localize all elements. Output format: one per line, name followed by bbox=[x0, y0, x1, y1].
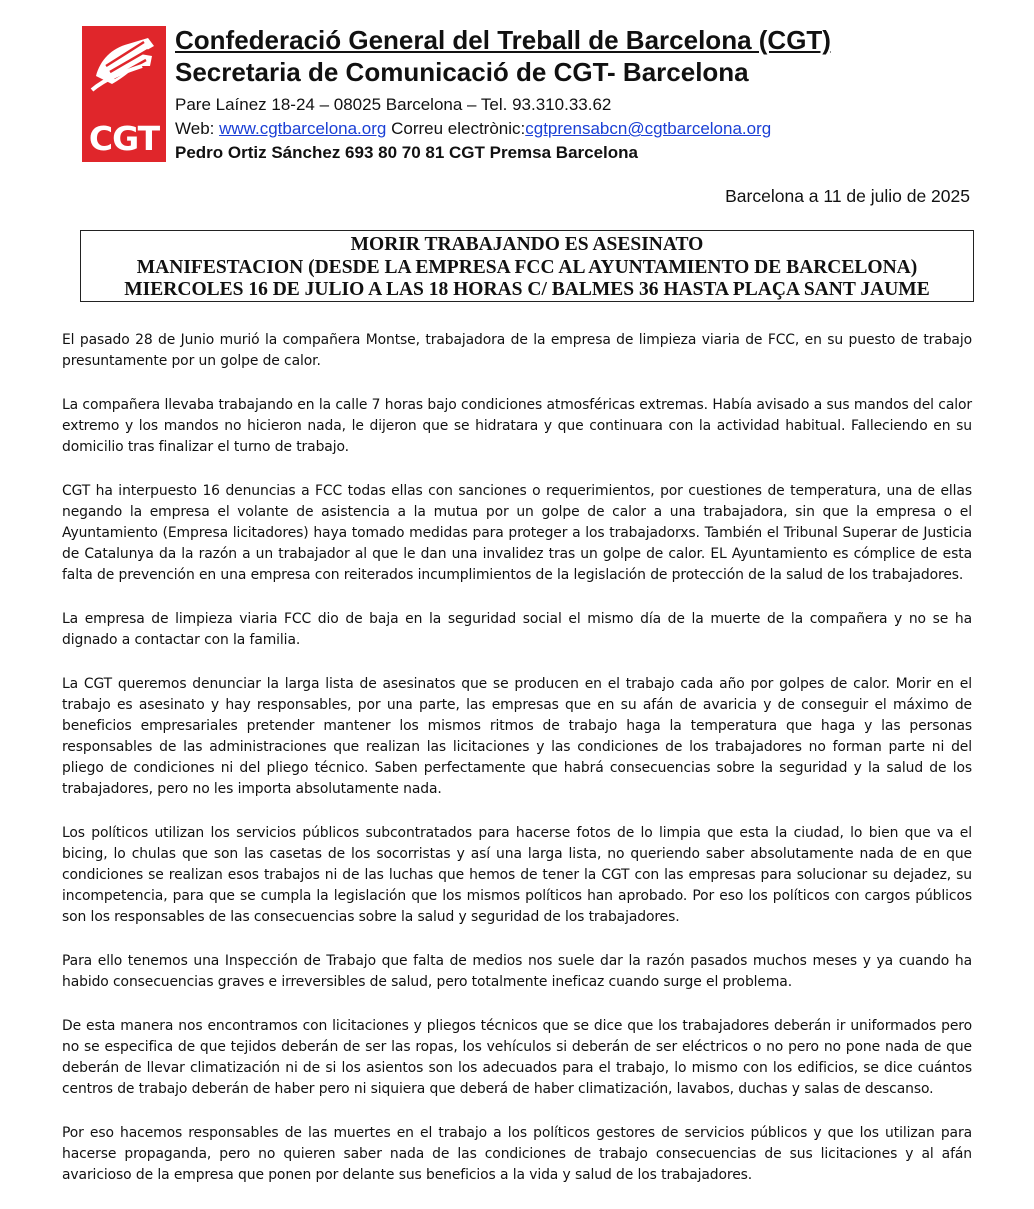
logo-text: CGT bbox=[88, 119, 160, 158]
paragraph: Para ello tenemos una Inspección de Trabajo que falta de medios nos suele dar la razón pasados muchos meses y ya cuando ha habido consecuencias graves e irreversibles de salud, pero totalmente ineficaz cuando surge el problema. bbox=[62, 953, 972, 990]
email-label: Correu electrònic: bbox=[386, 119, 526, 138]
raised-fist-icon bbox=[82, 26, 166, 106]
org-web-line bbox=[175, 117, 831, 141]
press-contact: Pedro Ortiz Sánchez 693 80 70 81 CGT Premsa Barcelona bbox=[175, 143, 638, 162]
email-link[interactable]: cgtprensabcn@cgtbarcelona.org bbox=[525, 119, 772, 138]
paragraph: Los políticos utilizan los servicios públicos subcontratados para hacerse fotos de lo limpia que esta la ciudad, lo bien que va el bicing, lo chulas que son las casetas de los socorristas y así una larga lista, no queriendo saber absolutamente nada de en que condiciones se realizan esos trabajos ni de las luchas que hemos de tener la CGT con las empresas para solucionar su dejadez, su incompetencia, para que se cumpla la legislación que los mismos políticos han aprobado. Por eso los políticos con cargos públicos son los responsables de las consecuencias sobre la salud y seguridad de los trabajadores. bbox=[62, 825, 972, 925]
letterhead bbox=[80, 24, 980, 164]
paragraph: La CGT queremos denunciar la larga lista de asesinatos que se producen en el trabajo cada año por golpes de calor. Morir en el trabajo es asesinato y hay responsables, por una parte, las empresas que en su afán de avaricia y de conseguir el máximo de beneficios empresariales pretender mantener los mismos ritmos de trabajo haga la temperatura que haga y las personas responsables de las administraciones que realizan las licitaciones y las condiciones de los trabajadores no forman parte ni del pliego de condiciones ni del pliego técnico. Saben perfectamente que habrá consecuencias sobre la seguridad y la salud de los trabajadores, pero no les importa absolutamente nada. bbox=[62, 676, 972, 797]
web-link[interactable]: www.cgtbarcelona.org bbox=[219, 119, 387, 138]
document-date: Barcelona a 11 de julio de 2025 bbox=[725, 186, 970, 206]
org-title: Confederació General del Treball de Barcelona (CGT) bbox=[175, 25, 831, 55]
body-text bbox=[62, 330, 972, 1209]
org-subtitle: Secretaria de Comunicació de CGT- Barcelona bbox=[175, 57, 749, 87]
headline-time-place: MIERCOLES 16 DE JULIO A LAS 18 HORAS C/ BALMES 36 HASTA PLAÇA SANT JAUME bbox=[124, 279, 930, 300]
cgt-logo bbox=[82, 26, 166, 162]
headline-title: MORIR TRABAJANDO ES ASESINATO bbox=[350, 234, 704, 255]
org-address: Pare Laínez 18-24 – 08025 Barcelona – Tel. 93.310.33.62 bbox=[175, 95, 612, 114]
paragraph: El pasado 28 de Junio murió la compañera Montse, trabajadora de la empresa de limpieza viaria de FCC, en su puesto de trabajo presuntamente por un golpe de calor. bbox=[62, 332, 972, 369]
web-label: Web: bbox=[175, 119, 220, 138]
paragraph: La empresa de limpieza viaria FCC dio de baja en la seguridad social el mismo día de la muerte de la compañera y no se ha dignado a contactar con la familia. bbox=[62, 611, 972, 648]
org-info bbox=[175, 24, 831, 165]
paragraph: Por eso hacemos responsables de las muertes en el trabajo a los políticos gestores de servicios públicos y que los utilizan para hacerse propaganda, pero no quieren saber nada de las condiciones de trabajo consecuencias de sus licitaciones y al afán avaricioso de la empresa que ponen por delante sus beneficios a la vida y salud de los trabajadores. bbox=[62, 1125, 972, 1183]
paragraph: La compañera llevaba trabajando en la calle 7 horas bajo condiciones atmosféricas extremas. Había avisado a sus mandos del calor extremo y los mandos no hicieron nada, le dijeron que se hidratara y que continuara con la actividad habitual. Falleciendo en su domicilio tras finalizar el turno de trabajo. bbox=[62, 397, 972, 455]
headline-box bbox=[80, 230, 974, 302]
paragraph: De esta manera nos encontramos con licitaciones y pliegos técnicos que se dice que los trabajadores deberán ir uniformados pero no se especifica de que tejidos deberán de ser las ropas, los vehículos si deberán de ser eléctricos o no pero no pone nada de que deberán de llevar climatización ni de si los asientos son los adecuados para el trabajo, lo mismo con los edificios, se dice cuántos centros de trabajo deberán de haber pero ni siquiera que deberá de haber climatización, lavabos, duchas y salas de descanso. bbox=[62, 1018, 972, 1097]
headline-event: MANIFESTACION (DESDE LA EMPRESA FCC AL AYUNTAMIENTO DE BARCELONA) bbox=[136, 256, 918, 278]
paragraph: CGT ha interpuesto 16 denuncias a FCC todas ellas con sanciones o requerimientos, por cuestiones de temperatura, una de ellas negando la empresa el volante de asistencia a la mutua por un golpe de calor a una trabajadora, sin que la empresa o el Ayuntamiento (Empresa licitadores) haya tomado medidas para proteger a los trabajadorxs. También el Tribunal Superar de Justicia de Catalunya da la razón a un trabajador al que le dan una invalidez tras un golpe de calor. EL Ayuntamiento es cómplice de esta falta de prevención en una empresa con reiterados incumplimientos de la legislación de protección de la salud de los trabajadores. bbox=[62, 483, 972, 583]
